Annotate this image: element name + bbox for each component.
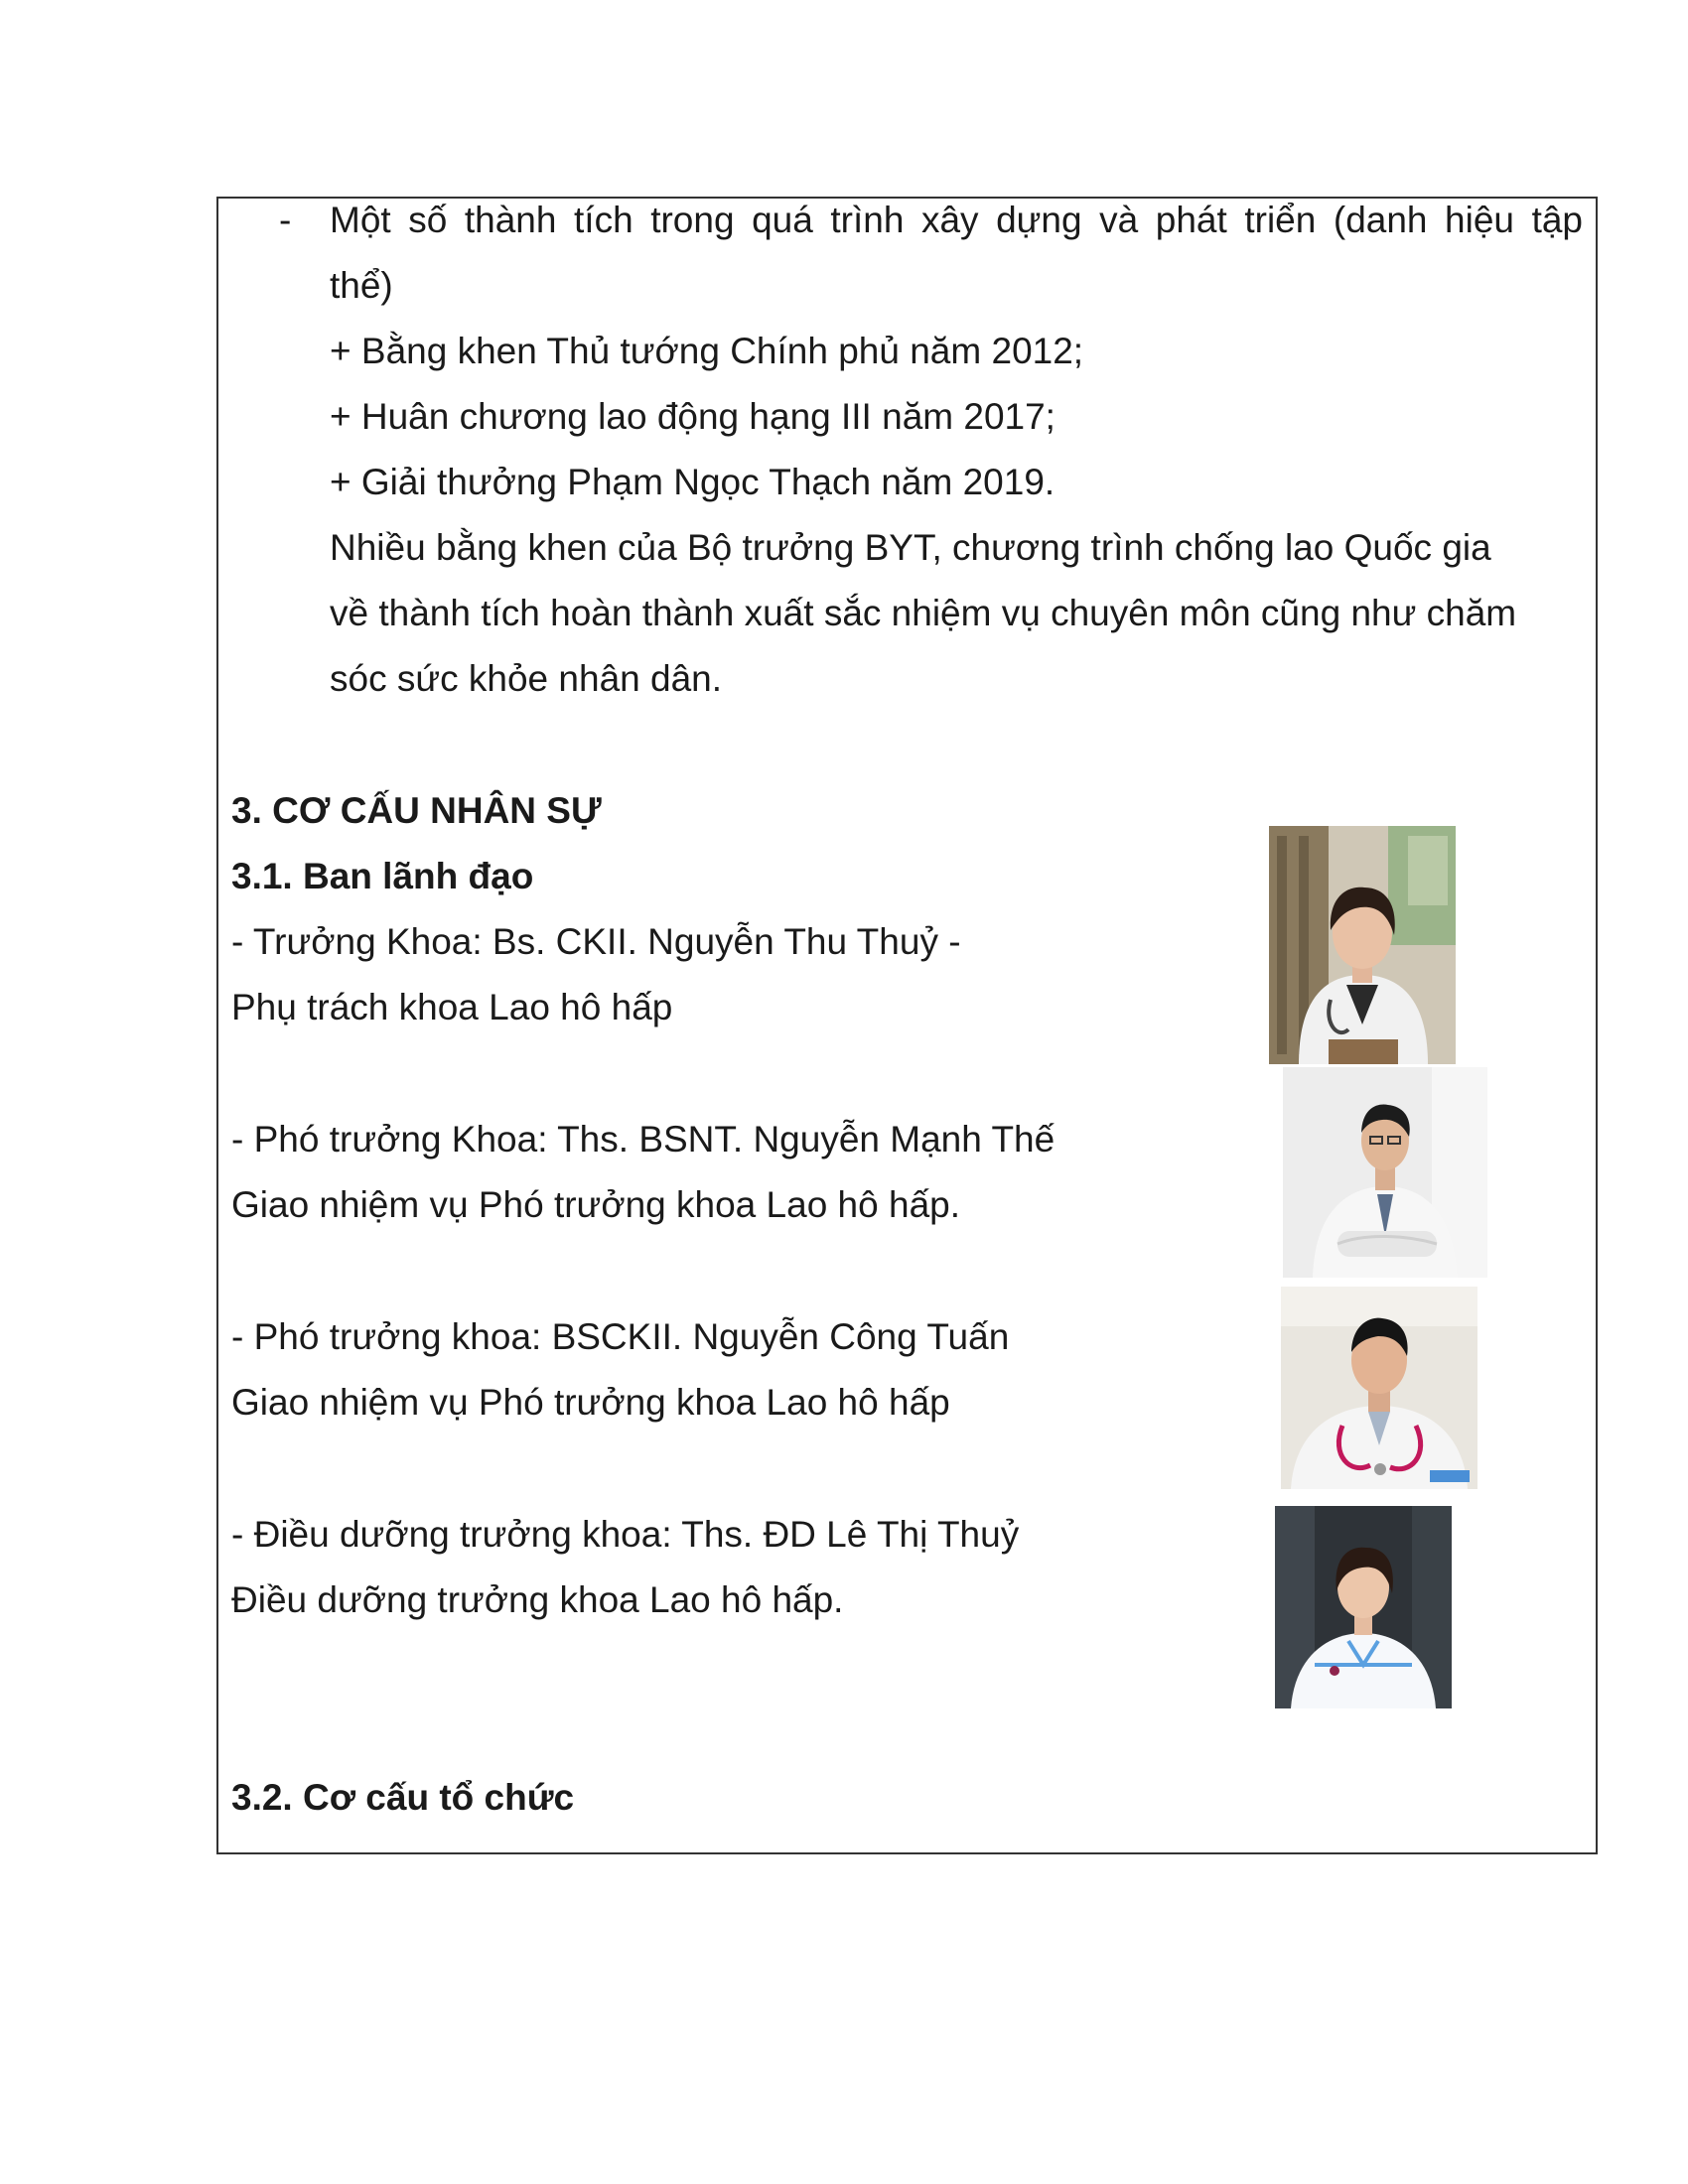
award-item: + Giải thưởng Phạm Ngọc Thạch năm 2019. xyxy=(330,462,1055,502)
head-nurse-photo xyxy=(1275,1506,1452,1708)
deputy-head-photo-1 xyxy=(1283,1067,1487,1278)
deputy-head-photo-2 xyxy=(1281,1287,1477,1489)
member-title: - Điều dưỡng trưởng khoa: Ths. ĐD Lê Thị Thuỷ xyxy=(231,1514,1020,1555)
structure-heading: 3.2. Cơ cấu tổ chức xyxy=(231,1777,575,1818)
achievements-intro-line-2: thể) xyxy=(330,265,393,306)
member-title: - Phó trưởng khoa: BSCKII. Nguyễn Công Tuấn xyxy=(231,1316,1010,1357)
head-doctor-photo xyxy=(1269,826,1456,1064)
list-bullet: - xyxy=(279,200,292,240)
member-role: Điều dưỡng trưởng khoa Lao hô hấp. xyxy=(231,1579,844,1620)
member-role: Giao nhiệm vụ Phó trưởng khoa Lao hô hấp. xyxy=(231,1184,961,1225)
achievements-note-line: Nhiều bằng khen của Bộ trưởng BYT, chương trình chống lao Quốc gia xyxy=(330,527,1491,568)
leadership-heading: 3.1. Ban lãnh đạo xyxy=(231,856,534,896)
member-title: - Phó trưởng Khoa: Ths. BSNT. Nguyễn Mạnh Thế xyxy=(231,1119,1055,1160)
achievements-note-line: sóc sức khỏe nhân dân. xyxy=(330,658,723,699)
personnel-heading: 3. CƠ CẤU NHÂN SỰ xyxy=(231,790,602,831)
member-role: Giao nhiệm vụ Phó trưởng khoa Lao hô hấp xyxy=(231,1382,950,1423)
member-title: - Trưởng Khoa: Bs. CKII. Nguyễn Thu Thuỷ - xyxy=(231,921,961,962)
achievements-note-line: về thành tích hoàn thành xuất sắc nhiệm vụ chuyên môn cũng như chăm xyxy=(330,593,1517,633)
member-role: Phụ trách khoa Lao hô hấp xyxy=(231,987,673,1027)
award-item: + Huân chương lao động hạng III năm 2017; xyxy=(330,396,1055,437)
award-item: + Bằng khen Thủ tướng Chính phủ năm 2012; xyxy=(330,331,1084,371)
achievements-intro-line-1: Một số thành tích trong quá trình xây dựng và phát triển (danh hiệu tập xyxy=(330,200,1583,240)
